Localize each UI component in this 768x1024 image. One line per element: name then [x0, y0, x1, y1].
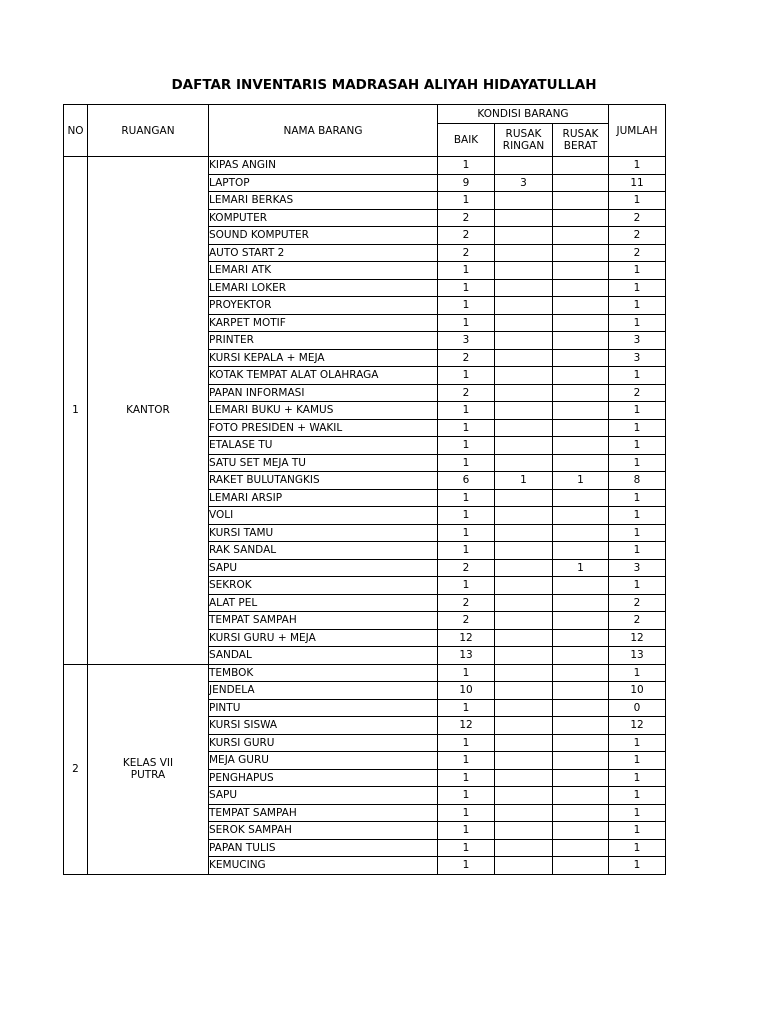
qty-rusak-ringan	[495, 752, 553, 770]
qty-baik: 3	[438, 332, 495, 350]
qty-baik: 9	[438, 174, 495, 192]
item-name: PROYEKTOR	[209, 297, 438, 315]
qty-jumlah: 12	[609, 629, 666, 647]
qty-baik: 1	[438, 157, 495, 175]
qty-jumlah: 1	[609, 507, 666, 525]
qty-rusak-ringan	[495, 454, 553, 472]
qty-baik: 1	[438, 699, 495, 717]
qty-baik: 1	[438, 489, 495, 507]
qty-baik: 1	[438, 297, 495, 315]
qty-rusak-berat	[553, 612, 609, 630]
qty-rusak-ringan	[495, 279, 553, 297]
qty-rusak-ringan	[495, 402, 553, 420]
qty-rusak-ringan	[495, 262, 553, 280]
item-name: SEKROK	[209, 577, 438, 595]
qty-rusak-ringan	[495, 857, 553, 875]
qty-baik: 2	[438, 384, 495, 402]
qty-baik: 1	[438, 577, 495, 595]
room-name-line: KANTOR	[126, 404, 170, 417]
qty-jumlah: 1	[609, 367, 666, 385]
item-name: TEMBOK	[209, 664, 438, 682]
qty-baik: 1	[438, 402, 495, 420]
qty-rusak-ringan	[495, 787, 553, 805]
qty-jumlah: 2	[609, 384, 666, 402]
qty-rusak-berat	[553, 297, 609, 315]
qty-rusak-berat	[553, 804, 609, 822]
qty-rusak-berat	[553, 857, 609, 875]
inventory-table	[63, 104, 666, 875]
room-name	[88, 664, 209, 874]
qty-rusak-ringan	[495, 227, 553, 245]
qty-baik: 1	[438, 542, 495, 560]
qty-rusak-ringan	[495, 594, 553, 612]
item-name: KARPET MOTIF	[209, 314, 438, 332]
item-name: SAPU	[209, 559, 438, 577]
item-name: PENGHAPUS	[209, 769, 438, 787]
qty-rusak-berat	[553, 699, 609, 717]
qty-jumlah: 1	[609, 402, 666, 420]
qty-rusak-ringan	[495, 664, 553, 682]
qty-rusak-berat	[553, 507, 609, 525]
qty-jumlah: 1	[609, 769, 666, 787]
qty-baik: 2	[438, 209, 495, 227]
header-rusak-ringan-line1: RUSAK	[505, 128, 542, 140]
qty-baik: 2	[438, 349, 495, 367]
qty-baik: 1	[438, 734, 495, 752]
qty-rusak-ringan	[495, 647, 553, 665]
qty-jumlah: 13	[609, 647, 666, 665]
qty-rusak-berat	[553, 717, 609, 735]
item-name: KURSI GURU	[209, 734, 438, 752]
qty-baik: 2	[438, 612, 495, 630]
qty-baik: 1	[438, 839, 495, 857]
qty-baik: 1	[438, 367, 495, 385]
qty-jumlah: 1	[609, 787, 666, 805]
qty-jumlah: 1	[609, 857, 666, 875]
qty-baik: 1	[438, 524, 495, 542]
qty-rusak-berat	[553, 332, 609, 350]
item-name: ETALASE TU	[209, 437, 438, 455]
item-name: PAPAN TULIS	[209, 839, 438, 857]
item-name: FOTO PRESIDEN + WAKIL	[209, 419, 438, 437]
qty-rusak-ringan	[495, 542, 553, 560]
qty-rusak-berat	[553, 629, 609, 647]
qty-baik: 1	[438, 262, 495, 280]
item-name: RAKET BULUTANGKIS	[209, 472, 438, 490]
qty-baik: 1	[438, 419, 495, 437]
qty-jumlah: 8	[609, 472, 666, 490]
qty-rusak-ringan: 1	[495, 472, 553, 490]
qty-jumlah: 1	[609, 734, 666, 752]
qty-jumlah: 1	[609, 524, 666, 542]
qty-baik: 2	[438, 559, 495, 577]
qty-rusak-berat	[553, 594, 609, 612]
qty-jumlah: 2	[609, 227, 666, 245]
qty-rusak-berat	[553, 402, 609, 420]
qty-rusak-berat	[553, 244, 609, 262]
item-name: PINTU	[209, 699, 438, 717]
qty-jumlah: 0	[609, 699, 666, 717]
item-name: KURSI SISWA	[209, 717, 438, 735]
qty-rusak-ringan	[495, 489, 553, 507]
qty-jumlah: 1	[609, 822, 666, 840]
qty-jumlah: 11	[609, 174, 666, 192]
qty-rusak-berat	[553, 664, 609, 682]
qty-jumlah: 3	[609, 349, 666, 367]
qty-jumlah: 1	[609, 157, 666, 175]
qty-jumlah: 2	[609, 612, 666, 630]
qty-jumlah: 1	[609, 489, 666, 507]
qty-jumlah: 2	[609, 209, 666, 227]
qty-baik: 1	[438, 769, 495, 787]
qty-rusak-berat	[553, 454, 609, 472]
qty-rusak-ringan	[495, 349, 553, 367]
qty-rusak-berat	[553, 262, 609, 280]
qty-rusak-berat	[553, 524, 609, 542]
qty-rusak-ringan	[495, 524, 553, 542]
qty-rusak-berat	[553, 682, 609, 700]
qty-jumlah: 1	[609, 577, 666, 595]
qty-rusak-berat	[553, 209, 609, 227]
qty-rusak-ringan	[495, 157, 553, 175]
qty-rusak-ringan	[495, 209, 553, 227]
qty-rusak-ringan	[495, 332, 553, 350]
qty-rusak-berat	[553, 384, 609, 402]
item-name: LEMARI ARSIP	[209, 489, 438, 507]
qty-baik: 1	[438, 664, 495, 682]
qty-rusak-berat	[553, 734, 609, 752]
qty-jumlah: 2	[609, 594, 666, 612]
qty-jumlah: 12	[609, 717, 666, 735]
item-name: LEMARI LOKER	[209, 279, 438, 297]
qty-rusak-ringan	[495, 717, 553, 735]
item-name: SAPU	[209, 787, 438, 805]
header-ruangan: RUANGAN	[88, 105, 209, 157]
header-jumlah: JUMLAH	[609, 105, 666, 157]
qty-rusak-berat	[553, 419, 609, 437]
qty-baik: 12	[438, 629, 495, 647]
qty-rusak-ringan	[495, 192, 553, 210]
qty-baik: 1	[438, 804, 495, 822]
header-baik: BAIK	[438, 124, 495, 157]
header-rusak-ringan	[495, 124, 553, 157]
qty-baik: 1	[438, 857, 495, 875]
table-row	[64, 664, 666, 682]
qty-baik: 2	[438, 227, 495, 245]
row-number: 2	[64, 664, 88, 874]
qty-jumlah: 1	[609, 192, 666, 210]
qty-jumlah: 1	[609, 804, 666, 822]
item-name: SOUND KOMPUTER	[209, 227, 438, 245]
qty-rusak-berat	[553, 367, 609, 385]
item-name: KURSI KEPALA + MEJA	[209, 349, 438, 367]
qty-baik: 10	[438, 682, 495, 700]
qty-rusak-berat	[553, 647, 609, 665]
item-name: SEROK SAMPAH	[209, 822, 438, 840]
room-name-line: PUTRA	[130, 769, 166, 781]
item-name: KURSI GURU + MEJA	[209, 629, 438, 647]
qty-rusak-berat: 1	[553, 472, 609, 490]
item-name: SATU SET MEJA TU	[209, 454, 438, 472]
item-name: LEMARI BERKAS	[209, 192, 438, 210]
item-name: PAPAN INFORMASI	[209, 384, 438, 402]
qty-baik: 1	[438, 822, 495, 840]
qty-rusak-berat	[553, 227, 609, 245]
qty-rusak-ringan	[495, 559, 553, 577]
qty-jumlah: 2	[609, 244, 666, 262]
item-name: PRINTER	[209, 332, 438, 350]
qty-rusak-ringan	[495, 577, 553, 595]
qty-rusak-ringan	[495, 839, 553, 857]
item-name: VOLI	[209, 507, 438, 525]
header-rusak-ringan-line2: RINGAN	[502, 140, 545, 152]
qty-rusak-berat	[553, 542, 609, 560]
qty-rusak-ringan	[495, 297, 553, 315]
row-number: 1	[64, 157, 88, 665]
item-name: MEJA GURU	[209, 752, 438, 770]
qty-rusak-ringan	[495, 244, 553, 262]
table-row	[64, 157, 666, 175]
header-no: NO	[64, 105, 88, 157]
header-rusak-berat-line1: RUSAK	[562, 128, 599, 140]
qty-rusak-ringan	[495, 804, 553, 822]
qty-rusak-ringan	[495, 419, 553, 437]
item-name: KEMUCING	[209, 857, 438, 875]
qty-jumlah: 1	[609, 752, 666, 770]
item-name: TEMPAT SAMPAH	[209, 804, 438, 822]
qty-baik: 1	[438, 192, 495, 210]
qty-rusak-berat	[553, 489, 609, 507]
room-name	[88, 157, 209, 665]
qty-rusak-berat	[553, 822, 609, 840]
qty-jumlah: 1	[609, 839, 666, 857]
qty-rusak-berat	[553, 437, 609, 455]
item-name: KOTAK TEMPAT ALAT OLAHRAGA	[209, 367, 438, 385]
header-rusak-berat	[553, 124, 609, 157]
qty-baik: 2	[438, 594, 495, 612]
qty-rusak-ringan	[495, 367, 553, 385]
header-kondisi-barang: KONDISI BARANG	[438, 105, 609, 124]
qty-baik: 1	[438, 454, 495, 472]
qty-rusak-ringan	[495, 822, 553, 840]
qty-baik: 1	[438, 437, 495, 455]
qty-jumlah: 1	[609, 454, 666, 472]
qty-baik: 13	[438, 647, 495, 665]
qty-rusak-ringan	[495, 437, 553, 455]
qty-jumlah: 3	[609, 332, 666, 350]
qty-jumlah: 3	[609, 559, 666, 577]
qty-baik: 1	[438, 752, 495, 770]
room-name-line: KELAS VII	[122, 757, 174, 769]
qty-rusak-berat	[553, 279, 609, 297]
qty-rusak-berat	[553, 174, 609, 192]
qty-baik: 1	[438, 507, 495, 525]
qty-baik: 1	[438, 787, 495, 805]
header-nama-barang: NAMA BARANG	[209, 105, 438, 157]
item-name: LEMARI ATK	[209, 262, 438, 280]
qty-jumlah: 1	[609, 262, 666, 280]
item-name: JENDELA	[209, 682, 438, 700]
qty-baik: 1	[438, 279, 495, 297]
qty-jumlah: 1	[609, 314, 666, 332]
page-title: DAFTAR INVENTARIS MADRASAH ALIYAH HIDAYATULLAH	[171, 77, 597, 93]
item-name: LEMARI BUKU + KAMUS	[209, 402, 438, 420]
item-name: LAPTOP	[209, 174, 438, 192]
qty-rusak-berat	[553, 314, 609, 332]
qty-jumlah: 1	[609, 437, 666, 455]
qty-rusak-berat	[553, 839, 609, 857]
qty-rusak-ringan: 3	[495, 174, 553, 192]
qty-baik: 2	[438, 244, 495, 262]
qty-rusak-ringan	[495, 734, 553, 752]
qty-rusak-berat	[553, 349, 609, 367]
qty-rusak-ringan	[495, 769, 553, 787]
qty-rusak-ringan	[495, 507, 553, 525]
qty-rusak-berat	[553, 192, 609, 210]
header-rusak-berat-line2: BERAT	[563, 140, 598, 152]
qty-rusak-ringan	[495, 682, 553, 700]
qty-jumlah: 1	[609, 419, 666, 437]
qty-jumlah: 1	[609, 297, 666, 315]
qty-rusak-berat: 1	[553, 559, 609, 577]
item-name: RAK SANDAL	[209, 542, 438, 560]
qty-rusak-ringan	[495, 699, 553, 717]
qty-rusak-ringan	[495, 612, 553, 630]
item-name: KURSI TAMU	[209, 524, 438, 542]
qty-rusak-ringan	[495, 384, 553, 402]
item-name: ALAT PEL	[209, 594, 438, 612]
qty-rusak-berat	[553, 157, 609, 175]
qty-rusak-berat	[553, 769, 609, 787]
qty-rusak-ringan	[495, 314, 553, 332]
item-name: KOMPUTER	[209, 209, 438, 227]
qty-rusak-berat	[553, 577, 609, 595]
qty-jumlah: 1	[609, 279, 666, 297]
qty-rusak-berat	[553, 787, 609, 805]
qty-jumlah: 10	[609, 682, 666, 700]
qty-jumlah: 1	[609, 542, 666, 560]
qty-baik: 1	[438, 314, 495, 332]
qty-rusak-ringan	[495, 629, 553, 647]
qty-rusak-berat	[553, 752, 609, 770]
qty-baik: 6	[438, 472, 495, 490]
item-name: TEMPAT SAMPAH	[209, 612, 438, 630]
qty-baik: 12	[438, 717, 495, 735]
item-name: KIPAS ANGIN	[209, 157, 438, 175]
qty-jumlah: 1	[609, 664, 666, 682]
item-name: AUTO START 2	[209, 244, 438, 262]
item-name: SANDAL	[209, 647, 438, 665]
